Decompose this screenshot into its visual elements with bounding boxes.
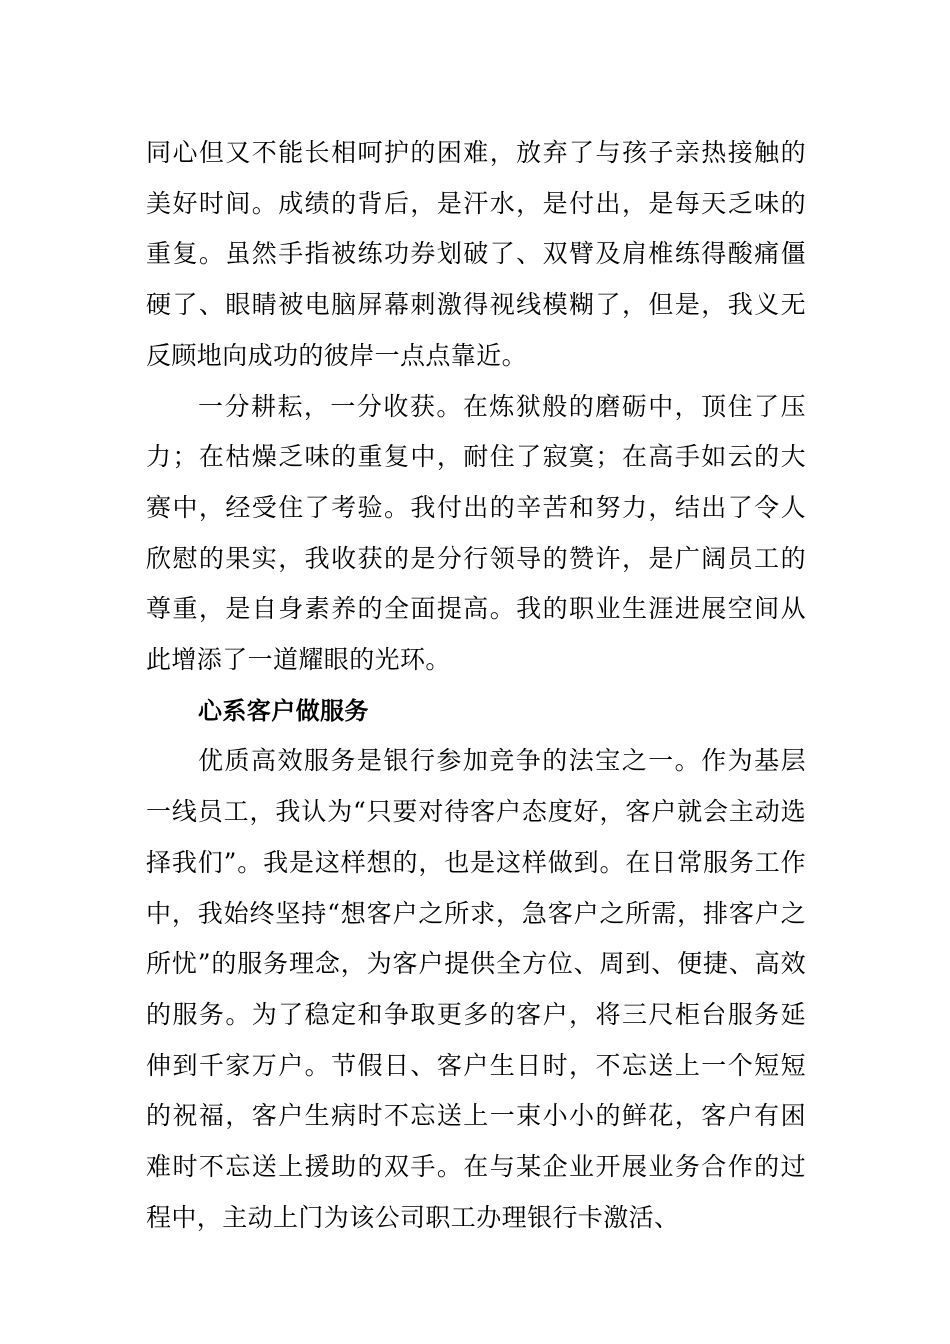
paragraph-service: 优质高效服务是银行参加竞争的法宝之一。作为基层一线员工，我认为“只要对待客户态度好，客户就会主动选择我们”。我是这样想的，也是这样做到。在日常服务工作中，我始终坚持“想客户之所求，急客户之所需，排客户之所忧”的服务理念，为客户提供全方位、周到、便捷、高效的服务。为了稳定和争取更多的客户，将三尺柜台服务延伸到千家万户。节假日、客户生日时，不忘送上一个短短的祝福，客户生病时不忘送上一束小小的鲜花，客户有困难时不忘送上援助的双手。在与某企业开展业务合作的过程中，主动上门为该公司职工办理银行卡激活、: [146, 746, 806, 1232]
section-heading: 心系客户做服务: [198, 696, 369, 725]
paragraph-harvest: 一分耕耘，一分收获。在炼狱般的磨砺中，顶住了压力；在枯燥乏味的重复中，耐住了寂寞；在高手如云的大赛中，经受住了考验。我付出的辛苦和努力，结出了令人欣慰的果实，我收获的是分行领导的赞许，是广阔员工的尊重，是自身素养的全面提高。我的职业生涯进展空间从此增添了一道耀眼的光环。: [146, 391, 806, 675]
document-body: [146, 128, 806, 1243]
paragraph-continued: 同心但又不能长相呵护的困难，放弃了与孩子亲热接触的美好时间。成绩的背后，是汗水，是付出，是每天乏味的重复。虽然手指被练功券划破了、双臂及肩椎练得酸痛僵硬了、眼睛被电脑屏幕刺激得视线模糊了，但是，我义无反顾地向成功的彼岸一点点靠近。: [146, 138, 806, 370]
